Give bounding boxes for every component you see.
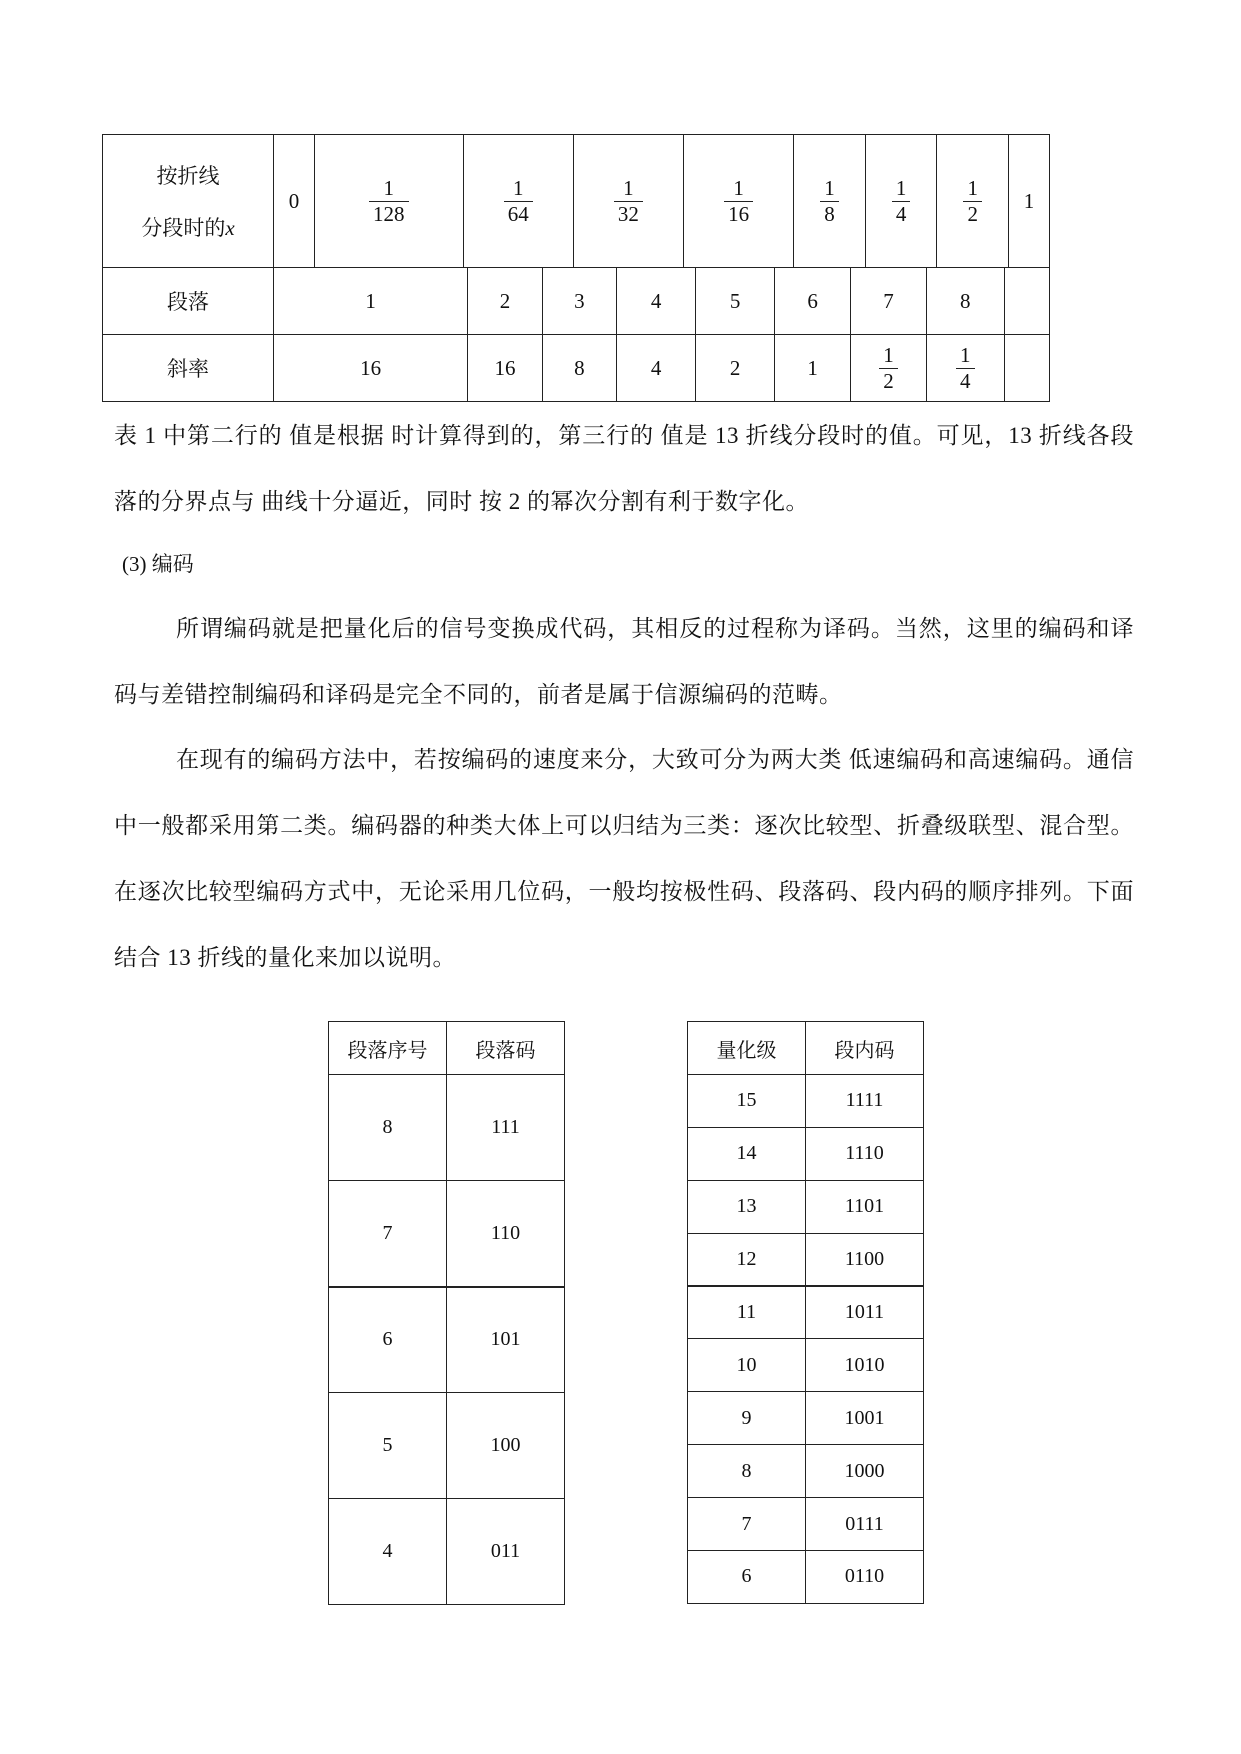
intra-code-row [688,1551,924,1604]
slope-label-cell: 斜率 [103,335,274,402]
x-value-cell-fraction-denominator: 32 [617,201,639,226]
segment-cell: 1 [274,268,468,334]
x-value-cell-fraction [614,176,643,225]
segment-code-cell: 101 [447,1287,565,1393]
paragraph-encoding-methods: 在现有的编码方法中，若按编码的速度来分，大致可分为两大类 低速编码和高速编码。通信中一般都采用第二类。编码器的种类大体上可以归结为三类：逐次比较型、折叠级联型、混合型。在逐次比较型编码方式中，无论采用几位码，一般均按极性码、段落码、段内码的顺序排列。下面结合 13 折线的量化来加以说明。 [114,747,1134,970]
x-value-cell [463,135,573,267]
intra-code-cell: 1010 [806,1339,924,1392]
segment-cell: 7 [851,268,927,334]
segment-cell: 5 [696,268,775,334]
intra-code-cell: 1011 [806,1286,924,1339]
quant-level-cell: 14 [688,1127,806,1180]
segment-cell: 2 [468,268,542,334]
segment-number-cell: 5 [329,1393,447,1499]
intra-code-cell: 1001 [806,1392,924,1445]
quant-level-cell: 11 [688,1286,806,1339]
x-value-cell [314,135,463,267]
x-value-cell-fraction-denominator: 4 [895,201,907,226]
segment-cell: 3 [542,268,616,334]
intra-code-cell: 1100 [806,1233,924,1286]
slope-cell: 16 [468,335,542,401]
x-values-subrow [274,135,1049,267]
intra-code-cell: 1110 [806,1127,924,1180]
section-heading-encoding: (3) 编码 [122,552,194,576]
intra-segment-code-table [687,1021,924,1604]
slope-cell: 4 [617,335,696,401]
x-value-cell-fraction-numerator: 1 [895,176,907,201]
segment-row [103,268,1050,335]
intra-code-row [688,1233,924,1286]
intra-code-row [688,1075,924,1128]
x-value-cell-fraction-numerator: 1 [733,176,744,201]
x-value-cell [794,135,866,267]
slope-cell: 16 [274,335,468,401]
paragraph-table-explanation: 表 1 中第二行的 值是根据 时计算得到的，第三行的 值是 13 折线分段时的值。可见，13 折线各段落的分界点与 曲线十分逼近，同时 按 2 的幂次分割有利于数字化。 [114,423,1135,514]
slope-cell: 2 [696,335,775,401]
x-variable: x [225,216,235,240]
segment-number-cell: 4 [329,1499,447,1605]
segment-cell: 6 [775,268,851,334]
paragraph-encoding-definition: 所谓编码就是把量化后的信号变换成代码，其相反的过程称为译码。当然，这里的编码和译码与差错控制编码和译码是完全不同的，前者是属于信源编码的范畴。 [114,616,1134,707]
segment-values-container [274,268,1050,335]
slope-subtable [274,335,1049,401]
x-values-container [274,135,1050,268]
quant-level-cell: 6 [688,1551,806,1604]
intra-code-cell: 1111 [806,1075,924,1128]
segment-breakpoint-table [102,134,1050,402]
x-value-cell-fraction-numerator: 1 [967,176,978,201]
segment-number-cell: 7 [329,1181,447,1287]
x-value-cell-fraction-numerator: 1 [623,176,634,201]
x-header-line2 [103,212,273,242]
segment-code-cell: 111 [447,1075,565,1181]
slope-cell [851,335,927,401]
slope-cell-fraction [879,343,898,392]
intra-code-header-row [688,1022,924,1075]
quant-level-cell: 15 [688,1075,806,1128]
slope-cell-fraction-numerator: 1 [883,343,894,368]
intra-code-row [688,1445,924,1498]
x-value-cell-fraction-denominator: 2 [967,201,978,226]
segment-code-cell: 011 [447,1499,565,1605]
slope-cell: 1 [775,335,851,401]
segment-code-row [329,1181,565,1287]
x-value-cell-fraction-numerator: 1 [824,176,835,201]
slope-row [103,335,1050,402]
slope-cell-fraction-denominator: 4 [960,368,971,393]
quant-level-cell: 13 [688,1180,806,1233]
quant-level-cell: 12 [688,1233,806,1286]
quant-level-cell: 7 [688,1498,806,1551]
quant-level-cell: 10 [688,1339,806,1392]
intra-code-cell: 1000 [806,1445,924,1498]
x-value-cell-fraction [724,176,753,225]
quant-level-cell: 9 [688,1392,806,1445]
segment-number-header: 段落序号 [329,1022,447,1075]
x-value-cell [684,135,794,267]
slope-cell-fraction-denominator: 2 [883,368,894,393]
x-value-cell [573,135,683,267]
x-value-cell-fraction-denominator: 128 [373,201,405,226]
x-value-cell-fraction-denominator: 64 [507,201,529,226]
intra-code-cell: 1101 [806,1180,924,1233]
intra-code-row [688,1286,924,1339]
segment-code-cell: 100 [447,1393,565,1499]
slope-empty-cell [1004,335,1049,401]
x-header-cell [103,135,274,268]
segment-code-table [328,1021,565,1605]
quant-level-cell: 8 [688,1445,806,1498]
intra-code-row [688,1392,924,1445]
segment-subtable [274,268,1049,334]
x-value-cell-fraction [892,176,911,225]
slope-cell [927,335,1005,401]
segment-code-row [329,1499,565,1605]
x-value-cell: 1 [1009,135,1049,267]
intra-code-cell: 0111 [806,1498,924,1551]
slope-values-container [274,335,1050,402]
x-value-cell-fraction-numerator: 1 [512,176,524,201]
segment-subrow [274,268,1049,334]
segment-code-header: 段落码 [447,1022,565,1075]
x-value-cell-fraction-numerator: 1 [383,176,395,201]
intra-code-row [688,1339,924,1392]
segment-code-row [329,1075,565,1181]
segment-code-header-row [329,1022,565,1075]
segment-cell: 8 [927,268,1005,334]
x-value-cell: 0 [274,135,314,267]
segment-code-row [329,1287,565,1393]
x-header-line1: 按折线 [156,164,220,188]
x-value-cell-fraction-denominator: 16 [728,201,750,226]
intra-code-row [688,1180,924,1233]
segment-code-row [329,1393,565,1499]
x-value-cell [865,135,937,267]
x-values-row [103,135,1050,268]
x-value-cell-fraction-denominator: 8 [824,201,835,226]
segment-code-cell: 110 [447,1181,565,1287]
segment-label-cell: 段落 [103,268,274,335]
quant-level-header: 量化级 [688,1022,806,1075]
slope-subrow [274,335,1049,401]
segment-number-cell: 6 [329,1287,447,1393]
intra-code-row [688,1498,924,1551]
intra-code-row [688,1127,924,1180]
slope-cell-fraction [956,343,975,392]
slope-cell: 8 [542,335,616,401]
x-values-subtable [274,135,1049,267]
x-value-cell-fraction [504,176,533,225]
segment-empty-cell [1004,268,1049,334]
x-value-cell-fraction [369,176,409,225]
intra-code-cell: 0110 [806,1551,924,1604]
slope-cell-fraction-numerator: 1 [960,343,971,368]
x-value-cell-fraction [820,176,839,225]
x-value-cell-fraction [963,176,982,225]
intra-code-header: 段内码 [806,1022,924,1075]
x-header-text: 分段时的 [141,216,226,240]
segment-cell: 4 [617,268,696,334]
x-value-cell [937,135,1009,267]
segment-number-cell: 8 [329,1075,447,1181]
